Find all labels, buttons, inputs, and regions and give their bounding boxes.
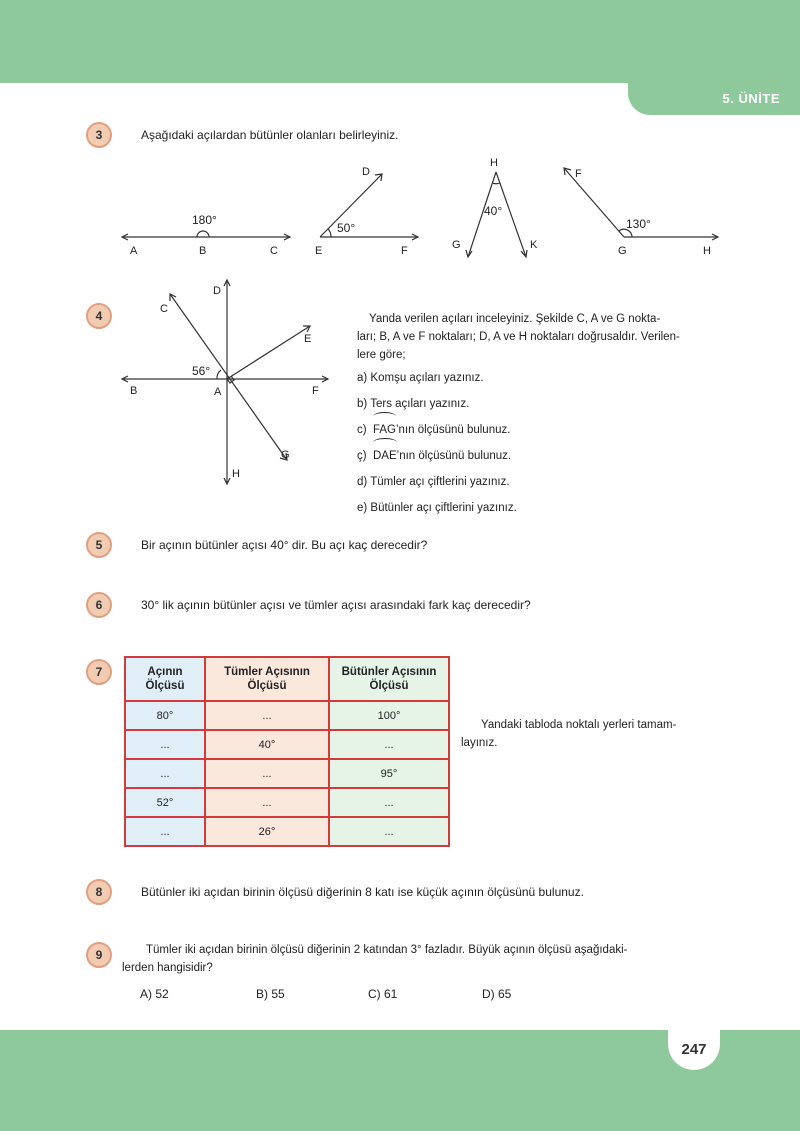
table-cell: ... <box>205 701 329 730</box>
q4-label-d: D <box>213 285 221 297</box>
question-4-badge: 4 <box>86 303 112 329</box>
table-cell: ... <box>125 817 205 846</box>
question-7-side-text <box>461 716 676 752</box>
table-cell: 80° <box>125 701 205 730</box>
table-row <box>125 730 449 759</box>
q4-label-f: F <box>312 385 319 397</box>
q3-fig3-label-g: G <box>452 239 461 251</box>
q4-item-ç-arc: DAE <box>373 443 397 469</box>
q4-intro-line-3: lere göre; <box>357 349 406 361</box>
q4-label-b: B <box>130 385 138 397</box>
q3-figure-2 <box>320 174 418 240</box>
q3-fig1-angle: 180° <box>192 213 217 227</box>
option-a[interactable]: A) 52 <box>140 987 169 1001</box>
q3-fig3-angle: 40° <box>484 204 503 218</box>
table-row <box>125 817 449 846</box>
q4-label-g: G <box>281 449 290 461</box>
q4-intro-line-2: ları; B, A ve F noktaları; D, A ve H noktaları doğrusaldır. Verilen- <box>357 331 680 343</box>
question-4-items <box>357 365 517 521</box>
q4-label-e: E <box>304 333 312 345</box>
question-8-text: Bütünler iki açıdan birinin ölçüsü diğerinin 8 katı ise küçük açının ölçüsünü bulunuz. <box>141 885 584 899</box>
q3-fig4-angle: 130° <box>626 217 651 231</box>
q4-item-c-prefix: c) <box>357 424 367 436</box>
q7-side-line-1: Yandaki tabloda noktalı yerleri tamam- <box>481 719 677 731</box>
q4-item-d: d) Tümler açı çiftlerini yazınız. <box>357 476 510 488</box>
unit-label: 5. ÜNİTE <box>722 91 780 106</box>
q4-angle: 56° <box>192 364 211 378</box>
q4-intro-line-1: Yanda verilen açıları inceleyiniz. Şekilde C, A ve G nokta- <box>369 313 661 325</box>
question-7-table <box>124 656 450 847</box>
q3-fig2-label-d: D <box>362 166 370 178</box>
q3-fig1-label-b: B <box>199 245 207 257</box>
page-number: 247 <box>681 1041 707 1058</box>
q3-fig2-angle: 50° <box>337 221 356 235</box>
table-cell: ... <box>329 817 449 846</box>
q9-line-2: lerden hangisidir? <box>122 962 213 974</box>
option-d[interactable]: D) 65 <box>482 987 512 1001</box>
q3-fig1-label-a: A <box>130 245 138 257</box>
q3-fig2-label-f: F <box>401 245 408 257</box>
q3-fig4-label-h: H <box>703 245 711 257</box>
table-row <box>125 788 449 817</box>
q4-label-c: C <box>160 303 168 315</box>
table-cell: ... <box>125 759 205 788</box>
q4-label-h: H <box>232 468 240 480</box>
q3-fig1-label-c: C <box>270 245 278 257</box>
q4-item-a: a) Komşu açıları yazınız. <box>357 372 484 384</box>
question-5-text: Bir açının bütünler açısı 40° dir. Bu açı kaç derecedir? <box>141 538 428 552</box>
q4-item-c-suffix: ’nın ölçüsünü bulunuz. <box>396 424 511 436</box>
q4-label-a: A <box>214 386 222 398</box>
table-cell: ... <box>329 730 449 759</box>
q4-item-ç <box>357 443 517 469</box>
table-cell: 52° <box>125 788 205 817</box>
question-3-badge: 3 <box>86 122 112 148</box>
table-cell: 40° <box>205 730 329 759</box>
table-cell: ... <box>329 788 449 817</box>
q3-fig3-label-h: H <box>490 157 498 169</box>
table-cell: ... <box>205 788 329 817</box>
question-9-text <box>122 941 627 977</box>
table-header-cell: Bütünler Açısının Ölçüsü <box>329 657 449 701</box>
table-cell: ... <box>125 730 205 759</box>
q3-fig4-label-g: G <box>618 245 627 257</box>
table-cell: 100° <box>329 701 449 730</box>
table-header-cell: Açının Ölçüsü <box>125 657 205 701</box>
option-c[interactable]: C) 61 <box>368 987 398 1001</box>
q7-side-line-2: layınız. <box>461 737 498 749</box>
question-5-badge: 5 <box>86 532 112 558</box>
question-3-text: Aşağıdaki açılardan bütünler olanları belirleyiniz. <box>141 128 399 142</box>
header-band <box>0 0 800 83</box>
table-cell: 26° <box>205 817 329 846</box>
q3-fig2-label-e: E <box>315 245 323 257</box>
q4-item-ç-prefix: ç) <box>357 450 367 462</box>
q4-item-b: b) Ters açıları yazınız. <box>357 398 470 410</box>
q4-item-e: e) Bütünler açı çiftlerini yazınız. <box>357 502 517 514</box>
q9-line-1: Tümler iki açıdan birinin ölçüsü diğerinin 2 katından 3° fazladır. Büyük açının ölçüsü aşağıdaki- <box>146 944 628 956</box>
table-header-row <box>125 657 449 701</box>
option-b[interactable]: B) 55 <box>256 987 285 1001</box>
question-6-text: 30° lik açının bütünler açısı ve tümler açısı arasındaki fark kaç derecedir? <box>141 598 531 612</box>
q3-figure-1 <box>122 231 290 240</box>
unit-tab <box>628 83 800 115</box>
question-9-badge: 9 <box>86 942 112 968</box>
question-3-figures <box>0 150 800 270</box>
table-row <box>125 759 449 788</box>
table-row <box>125 701 449 730</box>
table-cell: ... <box>205 759 329 788</box>
q4-item-c-arc: FAG <box>373 417 396 443</box>
question-4-figure <box>110 272 340 492</box>
q3-fig4-label-f: F <box>575 168 582 180</box>
question-4-intro <box>357 310 680 364</box>
question-6-badge: 6 <box>86 592 112 618</box>
question-8-badge: 8 <box>86 879 112 905</box>
table-header-cell: Tümler Açısının Ölçüsü <box>205 657 329 701</box>
q4-item-ç-suffix: ’nın ölçüsünü bulunuz. <box>396 450 512 462</box>
table-cell: 95° <box>329 759 449 788</box>
question-7-badge: 7 <box>86 659 112 685</box>
q3-fig3-label-k: K <box>530 239 538 251</box>
